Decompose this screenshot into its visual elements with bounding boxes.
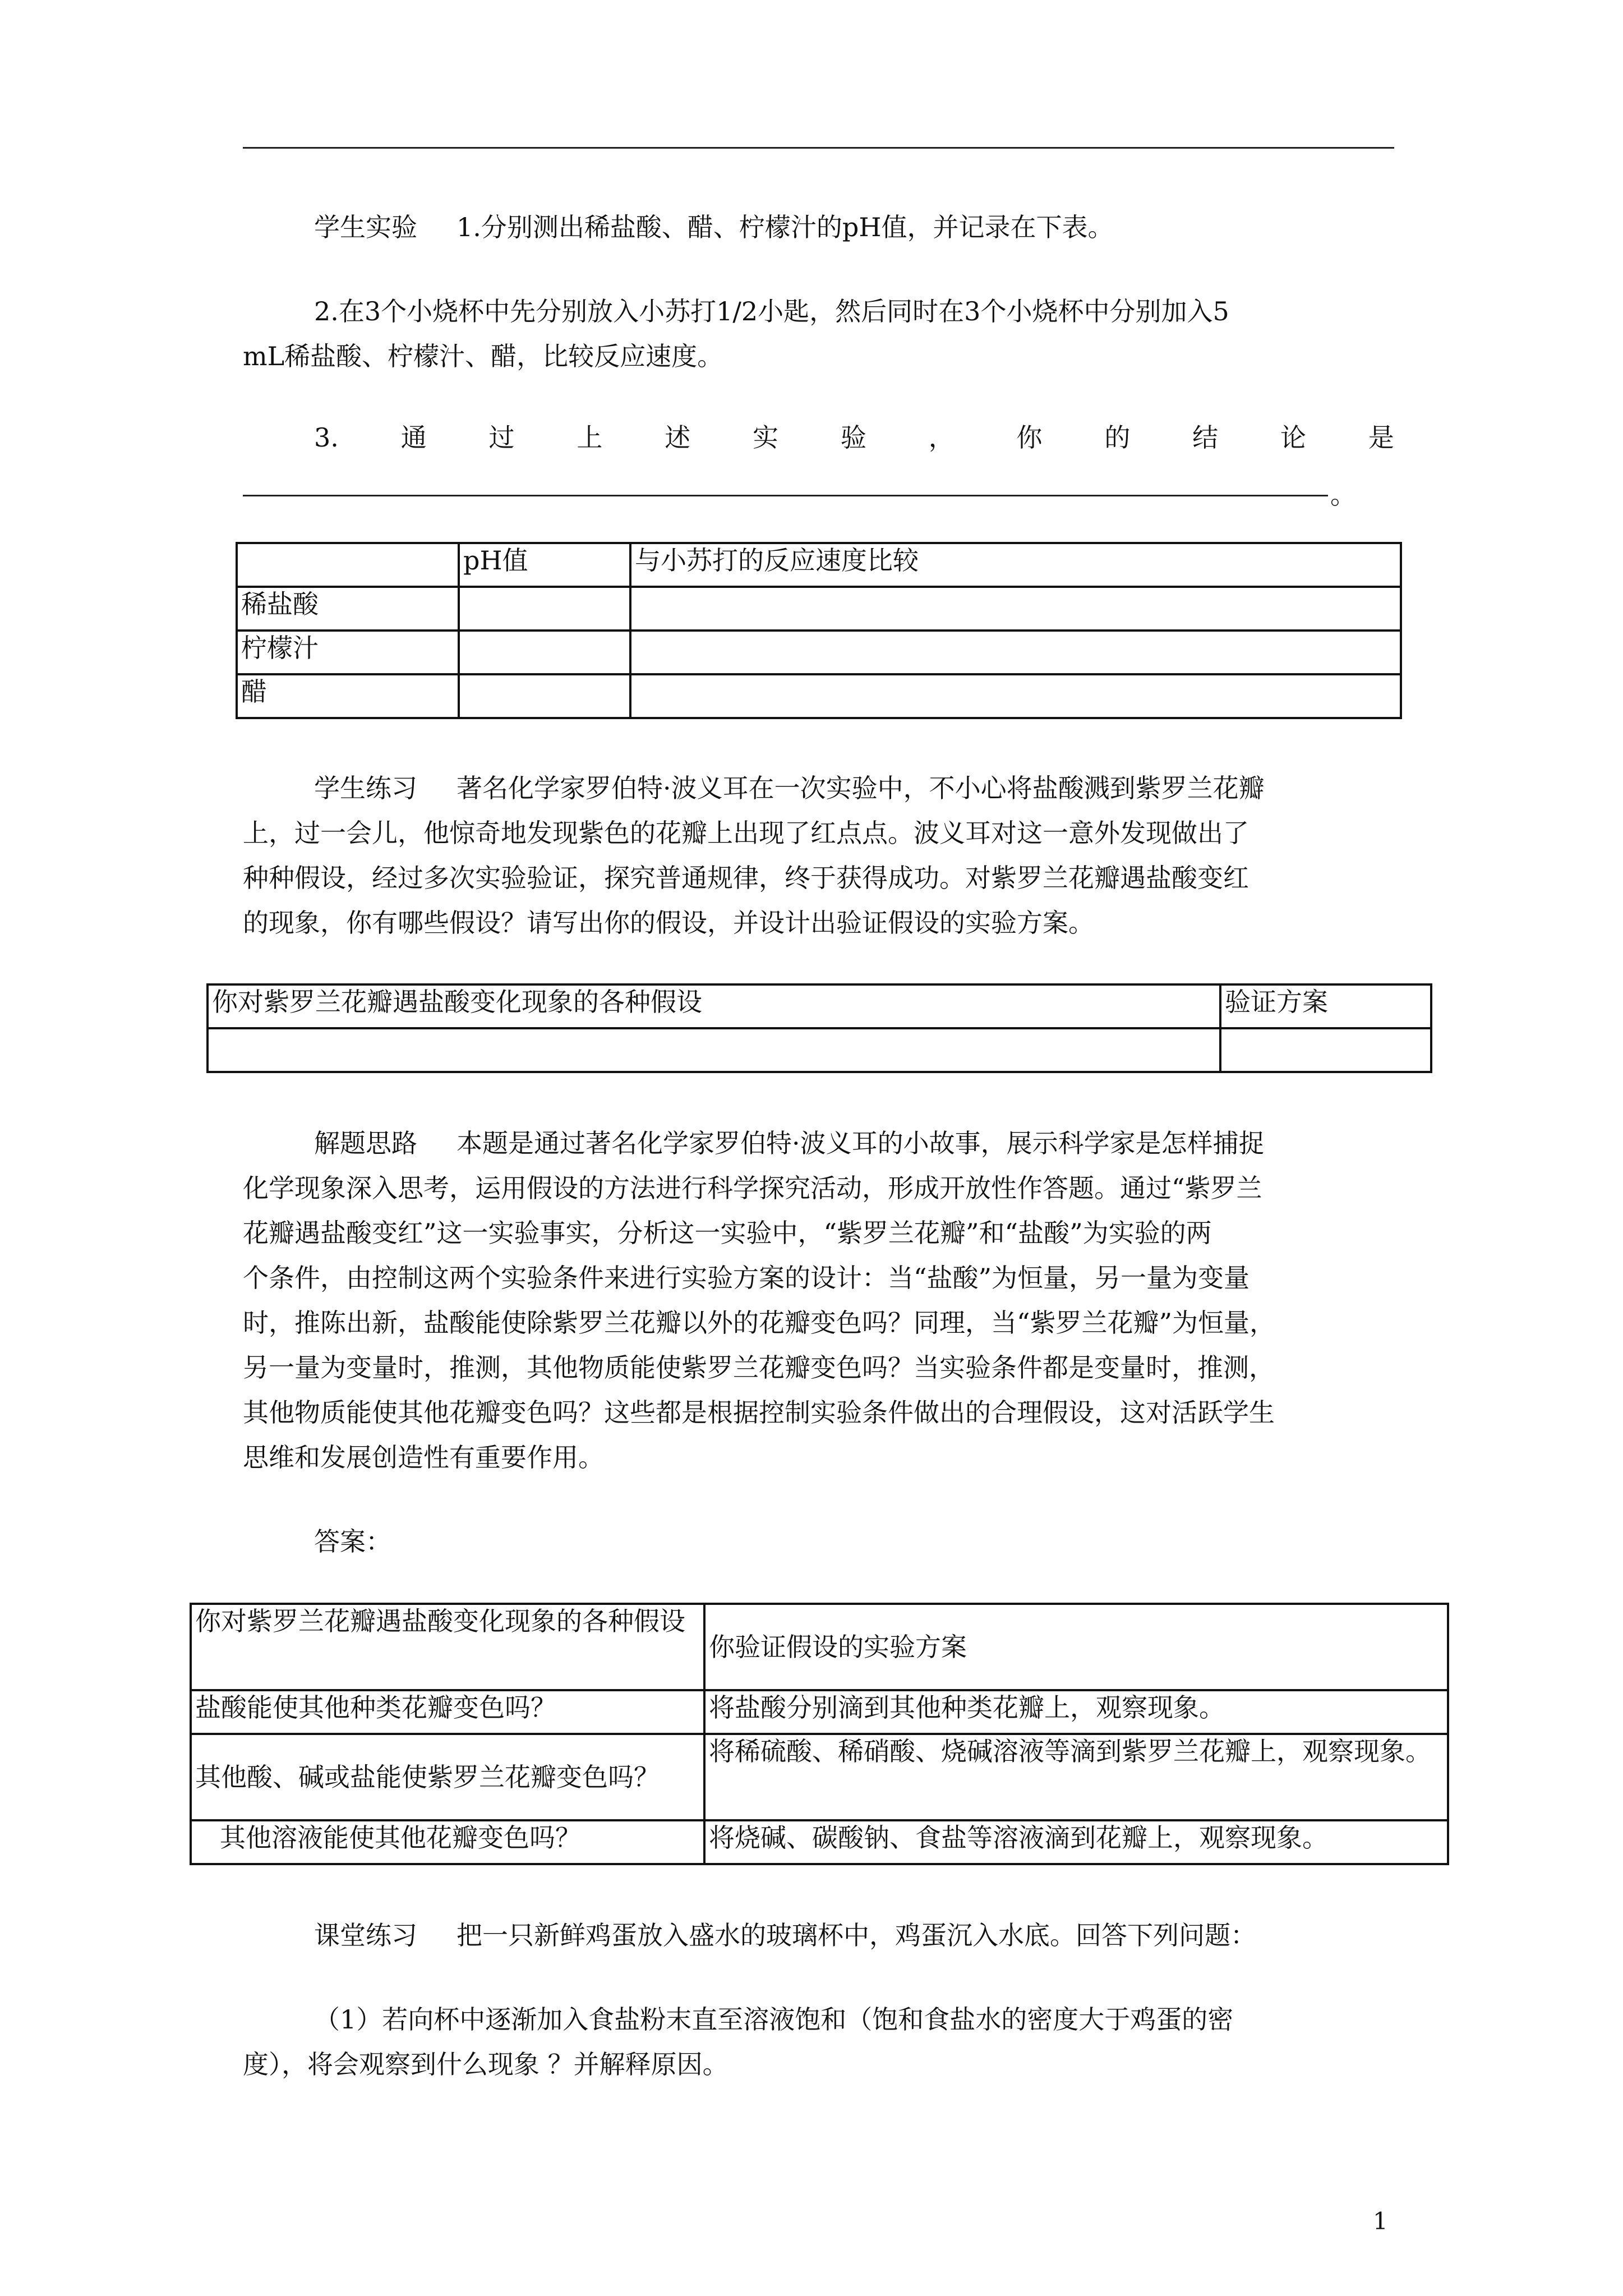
table-cell: pH值 [459,543,630,587]
table-cell [630,587,1401,631]
item3-char: 你 [1016,422,1043,453]
item3-char: 实 [753,422,779,453]
table-cell [208,1028,1220,1072]
table-cell: 盐酸能使其他种类花瓣变色吗？ [191,1690,704,1734]
page-number: 1 [1373,2207,1388,2235]
practice-line1 [314,766,1265,811]
table-cell [630,674,1401,718]
table-row [237,631,1401,674]
experiment-item1 [314,205,1113,250]
table-cell [237,543,459,587]
classwork-q1-line2: 度），将会观察到什么现象 ？并解释原因。 [243,2049,728,2079]
experiment-item2-line2: mL稀盐酸、柠檬汁、醋，比较反应速度。 [243,341,723,371]
table-row [191,1690,1448,1734]
classwork-label: 课堂练习 [314,1920,417,1950]
analysis-line: 时，推陈出新，盐酸能使除紫罗兰花瓣以外的花瓣变色吗？同理，当“紫罗兰花瓣”为恒量， [243,1308,1276,1338]
table-cell: 你对紫罗兰花瓣遇盐酸变化现象的各种假设 [191,1604,704,1690]
table-cell [1220,1028,1431,1072]
table-row [237,543,1401,587]
item3-char: 的 [1104,422,1131,453]
answer-table [190,1603,1449,1865]
table-row [237,587,1401,631]
practice-line2: 上，过一会儿，他惊奇地发现紫色的花瓣上出现了红点点。波义耳对这一意外发现做出了 [243,818,1249,848]
answer-blank-line [243,495,1328,496]
table-row [208,984,1431,1028]
hypothesis-table [206,983,1432,1073]
practice-label: 学生练习 [314,773,417,803]
table-row [191,1604,1448,1690]
table-cell: 与小苏打的反应速度比较 [630,543,1401,587]
table-cell: 醋 [237,674,459,718]
item3-period: 。 [1330,480,1356,510]
classwork-q1-line1: （1）若向杯中逐渐加入食盐粉末直至溶液饱和（饱和食盐水的密度大于鸡蛋的密 [314,2004,1234,2035]
table-cell: 将烧碱、碳酸钠、食盐等溶液滴到花瓣上，观察现象。 [704,1820,1448,1864]
analysis-line: 另一量为变量时，推测，其他物质能使紫罗兰花瓣变色吗？当实验条件都是变量时，推测， [243,1352,1275,1383]
ph-table [236,542,1402,719]
table-cell: 其他溶液能使其他花瓣变色吗？ [191,1820,704,1864]
table-cell [459,587,630,631]
table-cell [630,631,1401,674]
item3-char: 3. [314,422,339,453]
item3-char: 是 [1368,422,1394,453]
table-row [237,674,1401,718]
item3-char: 通 [400,422,427,453]
table-cell: 将盐酸分别滴到其他种类花瓣上，观察现象。 [704,1690,1448,1734]
table-cell: 其他酸、碱或盐能使紫罗兰花瓣变色吗？ [191,1734,704,1820]
table-cell: 柠檬汁 [237,631,459,674]
item3-char: 过 [488,422,515,453]
analysis-line: 个条件，由控制这两个实验条件来进行实验方案的设计：当“盐酸”为恒量，另一量为变量 [243,1263,1250,1293]
table-cell: 稀盐酸 [237,587,459,631]
item3-char: 结 [1192,422,1219,453]
item3-char: 论 [1280,422,1306,453]
table-cell: 你对紫罗兰花瓣遇盐酸变化现象的各种假设 [208,984,1220,1028]
table-cell: 验证方案 [1220,984,1431,1028]
practice-line1-text: 著名化学家罗伯特·波义耳在一次实验中，不小心将盐酸溅到紫罗兰花瓣 [457,773,1265,803]
practice-line3: 种种假设，经过多次实验验证，探究普通规律，终于获得成功。对紫罗兰花瓣遇盐酸变红 [243,863,1249,893]
analysis-line: 化学现象深入思考，运用假设的方法进行科学探究活动，形成开放性作答题。通过“紫罗兰 [243,1173,1262,1203]
analysis-line: 其他物质能使其他花瓣变色吗？这些都是根据控制实验条件做出的合理假设，这对活跃学生 [243,1397,1275,1428]
table-row [191,1820,1448,1864]
table-cell: 将稀硫酸、稀硝酸、烧碱溶液等滴到紫罗兰花瓣上，观察现象。 [704,1734,1448,1820]
table-row [208,1028,1431,1072]
table-cell [459,631,630,674]
item3-char: 上 [577,422,603,453]
item3-char: 述 [665,422,691,453]
analysis-label: 解题思路 [314,1128,417,1158]
experiment-item1-text: 1.分别测出稀盐酸、醋、柠檬汁的pH值，并记录在下表。 [457,212,1114,242]
item3-char: 验 [840,422,866,453]
answer-label: 答案： [314,1526,391,1557]
experiment-item3 [314,415,1394,460]
table-cell: 你验证假设的实验方案 [704,1604,1448,1690]
header-rule [243,147,1394,149]
table-cell [459,674,630,718]
table-row [191,1734,1448,1820]
classwork-line [314,1913,1256,1958]
classwork-text: 把一只新鲜鸡蛋放入盛水的玻璃杯中，鸡蛋沉入水底。回答下列问题： [457,1920,1256,1950]
analysis-line: 思维和发展创造性有重要作用。 [243,1442,604,1473]
practice-line4: 的现象，你有哪些假设？请写出你的假设，并设计出验证假设的实验方案。 [243,908,1094,938]
analysis-line: 花瓣遇盐酸变红”这一实验事实，分析这一实验中，“紫罗兰花瓣”和“盐酸”为实验的两 [243,1218,1212,1248]
analysis-line1-text: 本题是通过著名化学家罗伯特·波义耳的小故事，展示科学家是怎样捕捉 [457,1128,1265,1158]
item3-char: ， [928,422,955,453]
experiment-item2-line1: 2.在3个小烧杯中先分别放入小苏打1/2小匙，然后同时在3个小烧杯中分别加入5 [314,296,1229,326]
experiment-label: 学生实验 [314,212,417,242]
analysis-line1 [314,1121,1265,1166]
